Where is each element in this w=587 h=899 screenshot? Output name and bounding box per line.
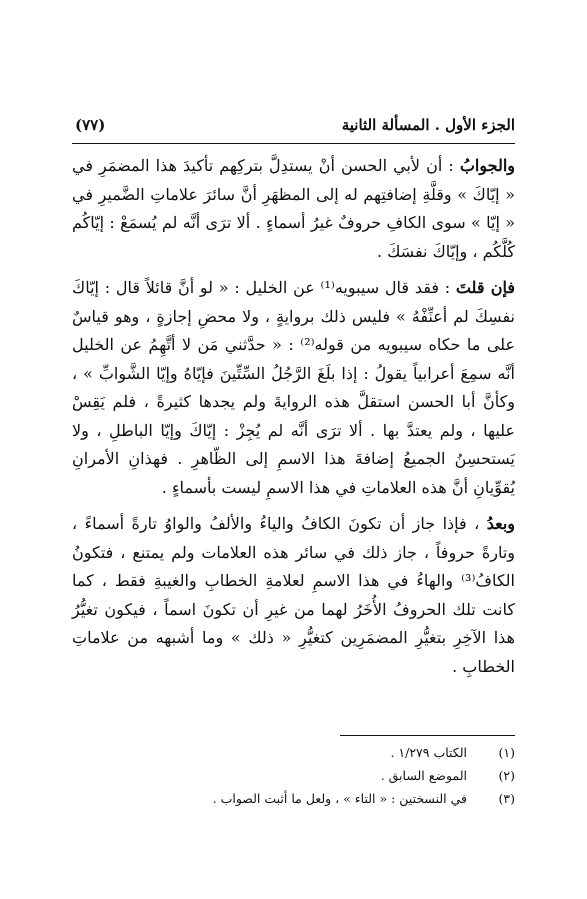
paragraph-lead: وبعدُ	[486, 514, 515, 533]
footnote-rule	[340, 735, 515, 736]
paragraph-text: : أن لأبي الحسن أنْ يستدِلَّ بتركِهم تأكيدَ هذا المضمَرِ في « إيّاكَ » وقلَّةِ إضافتِهم له إلى المظهَرِ أنَّ سائرَ علاماتِ الضَّميرِ في « إيّا » سوى الكافِ حروفٌ غيرُ أسماءٍ . ألا ترَى أنَّه لم يُسمَعْ : إيّاكُم كُلَّكُم ، وإيّاكَ نفسَكَ .	[72, 156, 515, 261]
footnote-text: في النسختين : « التاء » ، ولعل ما أثبت الصواب .	[212, 791, 467, 806]
paragraph-objection	[72, 274, 515, 502]
footnote-text: الموضع السابق .	[380, 768, 467, 783]
footnote-number: (١)	[498, 745, 515, 760]
paragraph-answer	[72, 152, 515, 266]
footnotes	[72, 741, 515, 810]
footnote-text: الكتاب ١/٢٧٩ .	[390, 745, 467, 760]
paragraph-text: ، فإذا جاز أن تكونَ الكافُ والياءُ والألفُ والواوُ تارةً أسماءً ، وتارةً حروفاً ، جاز ذلك في سائر هذه العلامات ولم يمتنع ، فتكونُ الكافُ⁽³⁾ والهاءُ في هذا الاسمِ لعلامةِ الخطابِ والغيبةِ فقط ، كما كانت تلك الحروفُ الأُخَرُ لهما من غيرِ أن تكونَ اسماً ، فيكون تغيُّرُ هذا الآخِرِ بتغيُّرِ المضمَرِين كتغيُّرِ « ذلك » وما أشبهه من علاماتِ الخطابِ .	[72, 514, 515, 676]
footnote-item	[72, 741, 515, 764]
running-header	[75, 112, 515, 138]
paragraph-lead: فإن قلتَ	[455, 278, 515, 297]
footnote-number: (٣)	[498, 791, 515, 806]
page-number: (٧٧)	[75, 116, 106, 134]
footnote-item	[72, 764, 515, 787]
header-title: الجزء الأول . المسألة الثانية	[341, 116, 515, 134]
body-text	[72, 152, 515, 681]
footnote-number: (٢)	[498, 768, 515, 783]
header-rule	[72, 143, 515, 144]
footnote-item	[72, 787, 515, 810]
paragraph-text: : فقد قال سيبويه⁽¹⁾ عن الخليل : « لو أنَّ قائلاً قال : إيّاكَ نفسِكَ لم أعنِّفْهُ » فليس ذلك بروايةٍ ، ولا محضِ إجازةٍ ، وهو قياسٌ على ما حكاه سيبويه من قوله⁽²⁾ : « حدَّثني مَن لا أتَّهِمُ عن الخليل أنَّه سمِعَ أعرابياً يقولُ : إذا بلَغَ الرَّجُلُ السِّتِّينَ فإيّاهُ وإيّا الشَّوابِّ » ، وكأنَّ أبا الحسن استقلَّ هذه الروايةَ ولم يجدها كثيرةً ، فلم يَقِسْ عليها ، ولم يعتدَّ بها . ألا ترَى أنَّه لم يُجِزْ : إيّاكَ وإيّا الباطلِ ، ولا يَستحسِنُ الجميعُ إضافةَ هذا الاسمِ إلى الظّاهرِ . فهذانِ الأمرانِ يُقوِّيانِ أنَّ هذه العلاماتِ في هذا الاسمِ ليست بأسماءٍ .	[72, 278, 515, 497]
paragraph-lead: والجوابُ	[459, 156, 515, 175]
paragraph-furthermore	[72, 510, 515, 681]
